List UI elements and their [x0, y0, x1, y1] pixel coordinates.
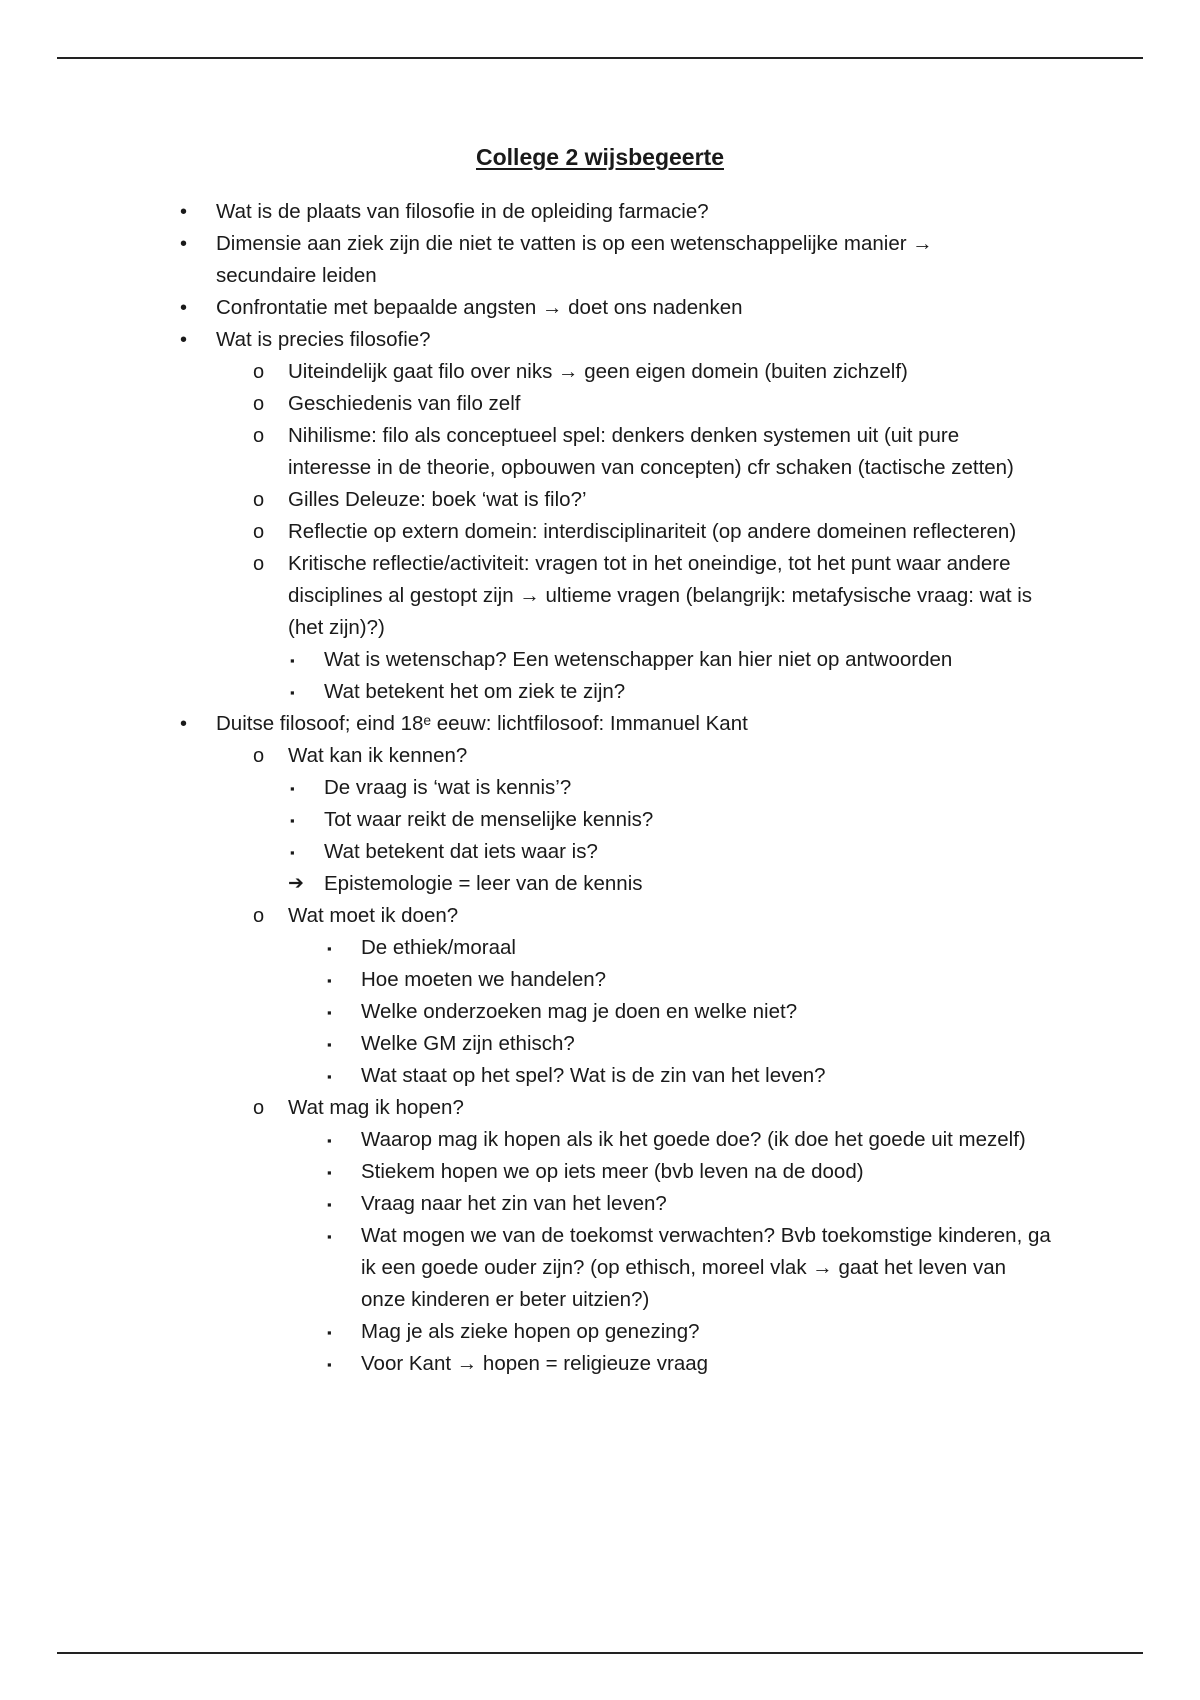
square-bullet-icon: ▪ [290, 685, 295, 700]
list-item-text: De ethiek/moraal [361, 936, 516, 959]
list-item [0, 964, 1200, 996]
list-item [0, 1060, 1200, 1092]
list-item-text: Uiteindelijk gaat filo over niks → geen eigen domein (buiten zichzelf) [288, 360, 908, 383]
list-item [0, 644, 1200, 676]
list-item [0, 708, 1200, 740]
list-item [0, 548, 1200, 644]
list-item-text: Wat staat op het spel? Wat is de zin van het leven? [361, 1064, 826, 1087]
list-item-text: Nihilisme: filo als conceptueel spel: denkers denken systemen uit (uit pure interesse in de theorie, opbouwen van concepten) cfr schaken (tactische zetten) [288, 424, 1014, 479]
list-item [0, 292, 1200, 324]
list-item-text: Confrontatie met bepaalde angsten → doet ons nadenken [216, 296, 743, 319]
list-item [0, 228, 1200, 292]
bullet-icon: • [180, 329, 188, 351]
square-bullet-icon: ▪ [327, 973, 332, 988]
list-item [0, 1220, 1200, 1316]
list-item [0, 1028, 1200, 1060]
list-item [0, 516, 1200, 548]
list-item [0, 388, 1200, 420]
notes-list [0, 196, 1200, 1380]
circle-bullet-icon: o [253, 361, 265, 383]
list-item-text: Hoe moeten we handelen? [361, 968, 607, 991]
list-item [0, 1156, 1200, 1188]
list-item-text: Wat betekent dat iets waar is? [324, 840, 598, 863]
list-item-text: Wat is wetenschap? Een wetenschapper kan hier niet op antwoorden [324, 648, 953, 671]
circle-bullet-icon: o [253, 425, 265, 447]
list-item [0, 932, 1200, 964]
list-item [0, 324, 1200, 356]
list-item [0, 836, 1200, 868]
list-item-text: Epistemologie = leer van de kennis [324, 872, 643, 895]
list-item-text: Wat kan ik kennen? [288, 744, 468, 767]
list-item-text: Wat is precies filosofie? [216, 328, 431, 351]
list-item [0, 1316, 1200, 1348]
square-bullet-icon: ▪ [327, 1325, 332, 1340]
list-item [0, 1348, 1200, 1380]
list-item [0, 484, 1200, 516]
list-item [0, 1124, 1200, 1156]
square-bullet-icon: ▪ [327, 941, 332, 956]
list-item-text: Duitse filosoof; eind 18ᵉ eeuw: lichtfilosoof: Immanuel Kant [216, 712, 748, 735]
page-title: College 2 wijsbegeerte [476, 144, 724, 170]
list-item [0, 772, 1200, 804]
square-bullet-icon: ▪ [327, 1037, 332, 1052]
circle-bullet-icon: o [253, 393, 265, 415]
list-item [0, 740, 1200, 772]
square-bullet-icon: ▪ [290, 781, 295, 796]
list-item-text: Wat mogen we van de toekomst verwachten? Bvb toekomstige kinderen, ga ik een goede ouder zijn? (op ethisch, moreel vlak → gaat het leven van onze kinderen er beter uitzien?) [361, 1224, 1051, 1311]
square-bullet-icon: ▪ [327, 1069, 332, 1084]
list-item-text: Mag je als zieke hopen op genezing? [361, 1320, 700, 1343]
square-bullet-icon: ▪ [327, 1197, 332, 1212]
list-item [0, 196, 1200, 228]
bullet-icon: • [180, 201, 188, 223]
list-item [0, 900, 1200, 932]
circle-bullet-icon: o [253, 745, 265, 767]
circle-bullet-icon: o [253, 521, 265, 543]
list-item-text: Wat betekent het om ziek te zijn? [324, 680, 626, 703]
list-item-text: Voor Kant → hopen = religieuze vraag [361, 1352, 709, 1375]
footer-rule [57, 1652, 1143, 1654]
list-item-text: Wat mag ik hopen? [288, 1096, 464, 1119]
square-bullet-icon: ▪ [290, 845, 295, 860]
list-item [0, 1188, 1200, 1220]
square-bullet-icon: ▪ [327, 1357, 332, 1372]
list-item-text: Geschiedenis van filo zelf [288, 392, 521, 415]
square-bullet-icon: ▪ [327, 1229, 332, 1244]
list-item-text: De vraag is ‘wat is kennis’? [324, 776, 572, 799]
list-item-text: Welke onderzoeken mag je doen en welke niet? [361, 1000, 798, 1023]
list-item-text: Welke GM zijn ethisch? [361, 1032, 575, 1055]
list-item-text: Wat is de plaats van filosofie in de opleiding farmacie? [216, 200, 709, 223]
list-item [0, 676, 1200, 708]
list-item-text: Kritische reflectie/activiteit: vragen tot in het oneindige, tot het punt waar andere disciplines al gestopt zijn → ultieme vragen (belangrijk: metafysische vraag: wat is (het zijn)?) [288, 552, 1033, 639]
arrow-right-icon: ➔ [288, 873, 304, 894]
header-rule [57, 57, 1143, 59]
circle-bullet-icon: o [253, 553, 265, 575]
list-item-text: Tot waar reikt de menselijke kennis? [324, 808, 654, 831]
list-item [0, 420, 1200, 484]
bullet-icon: • [180, 297, 188, 319]
square-bullet-icon: ▪ [290, 813, 295, 828]
list-item [0, 356, 1200, 388]
list-item [0, 868, 1200, 900]
square-bullet-icon: ▪ [290, 653, 295, 668]
circle-bullet-icon: o [253, 489, 265, 511]
list-item-text: Stiekem hopen we op iets meer (bvb leven na de dood) [361, 1160, 864, 1183]
list-item-text: Vraag naar het zin van het leven? [361, 1192, 667, 1215]
list-item-text: Wat moet ik doen? [288, 904, 459, 927]
list-item [0, 996, 1200, 1028]
circle-bullet-icon: o [253, 905, 265, 927]
list-item-text: Dimensie aan ziek zijn die niet te vatten is op een wetenschappelijke manier → secundaire leiden [216, 232, 933, 287]
circle-bullet-icon: o [253, 1097, 265, 1119]
square-bullet-icon: ▪ [327, 1005, 332, 1020]
bullet-icon: • [180, 233, 188, 255]
list-item [0, 804, 1200, 836]
square-bullet-icon: ▪ [327, 1165, 332, 1180]
list-item-text: Gilles Deleuze: boek ‘wat is filo?’ [288, 488, 587, 511]
list-item-text: Reflectie op extern domein: interdisciplinariteit (op andere domeinen reflecteren) [288, 520, 1017, 543]
square-bullet-icon: ▪ [327, 1133, 332, 1148]
list-item-text: Waarop mag ik hopen als ik het goede doe? (ik doe het goede uit mezelf) [361, 1128, 1026, 1151]
list-item [0, 1092, 1200, 1124]
bullet-icon: • [180, 713, 188, 735]
